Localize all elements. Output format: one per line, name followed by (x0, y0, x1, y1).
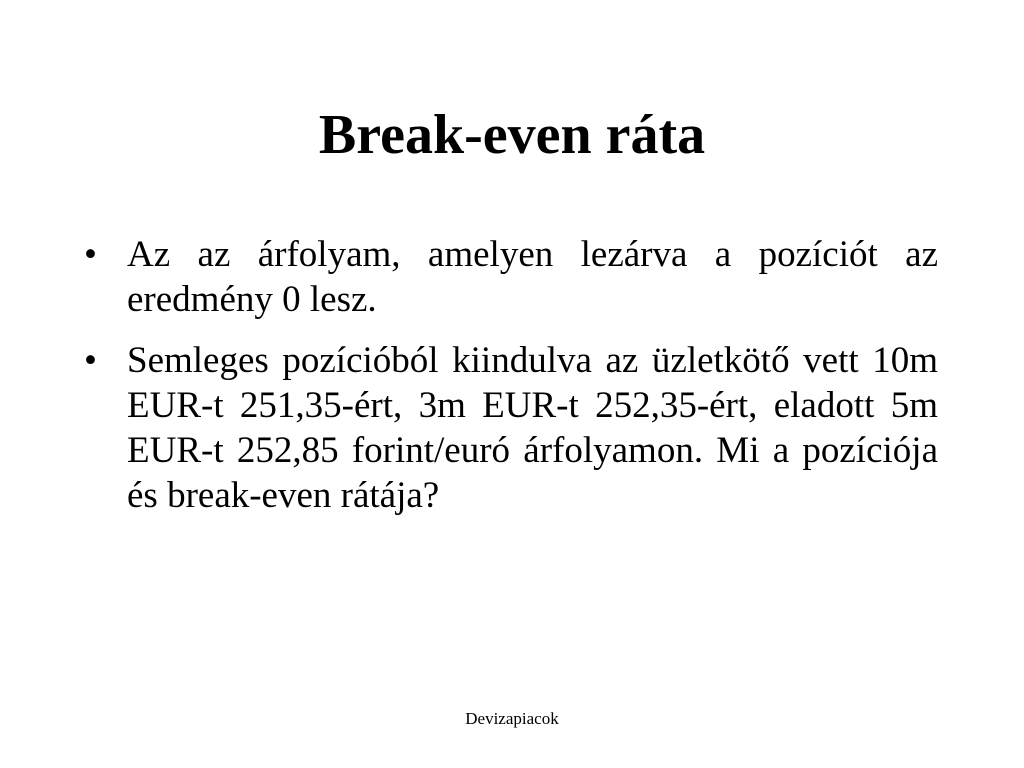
bullet-dot-icon: • (84, 234, 97, 275)
slide-footer: Devizapiacok (465, 709, 559, 728)
slide-title: Break-even ráta (318, 104, 706, 166)
bullet-item (84, 338, 938, 518)
bullet-list (84, 232, 938, 534)
bullet-text: Az az árfolyam, amelyen lezárva a pozíciót az eredmény 0 lesz. (127, 234, 938, 320)
bullet-dot-icon: • (84, 340, 97, 381)
bullet-text: Semleges pozícióból kiindulva az üzletkötő vett 10m EUR-t 251,35-ért, 3m EUR-t 252,35-ért, eladott 5m EUR-t 252,85 forint/euró árfolyamon. Mi a pozíciója és break-even rátája? (127, 340, 938, 516)
bullet-item (84, 232, 938, 322)
